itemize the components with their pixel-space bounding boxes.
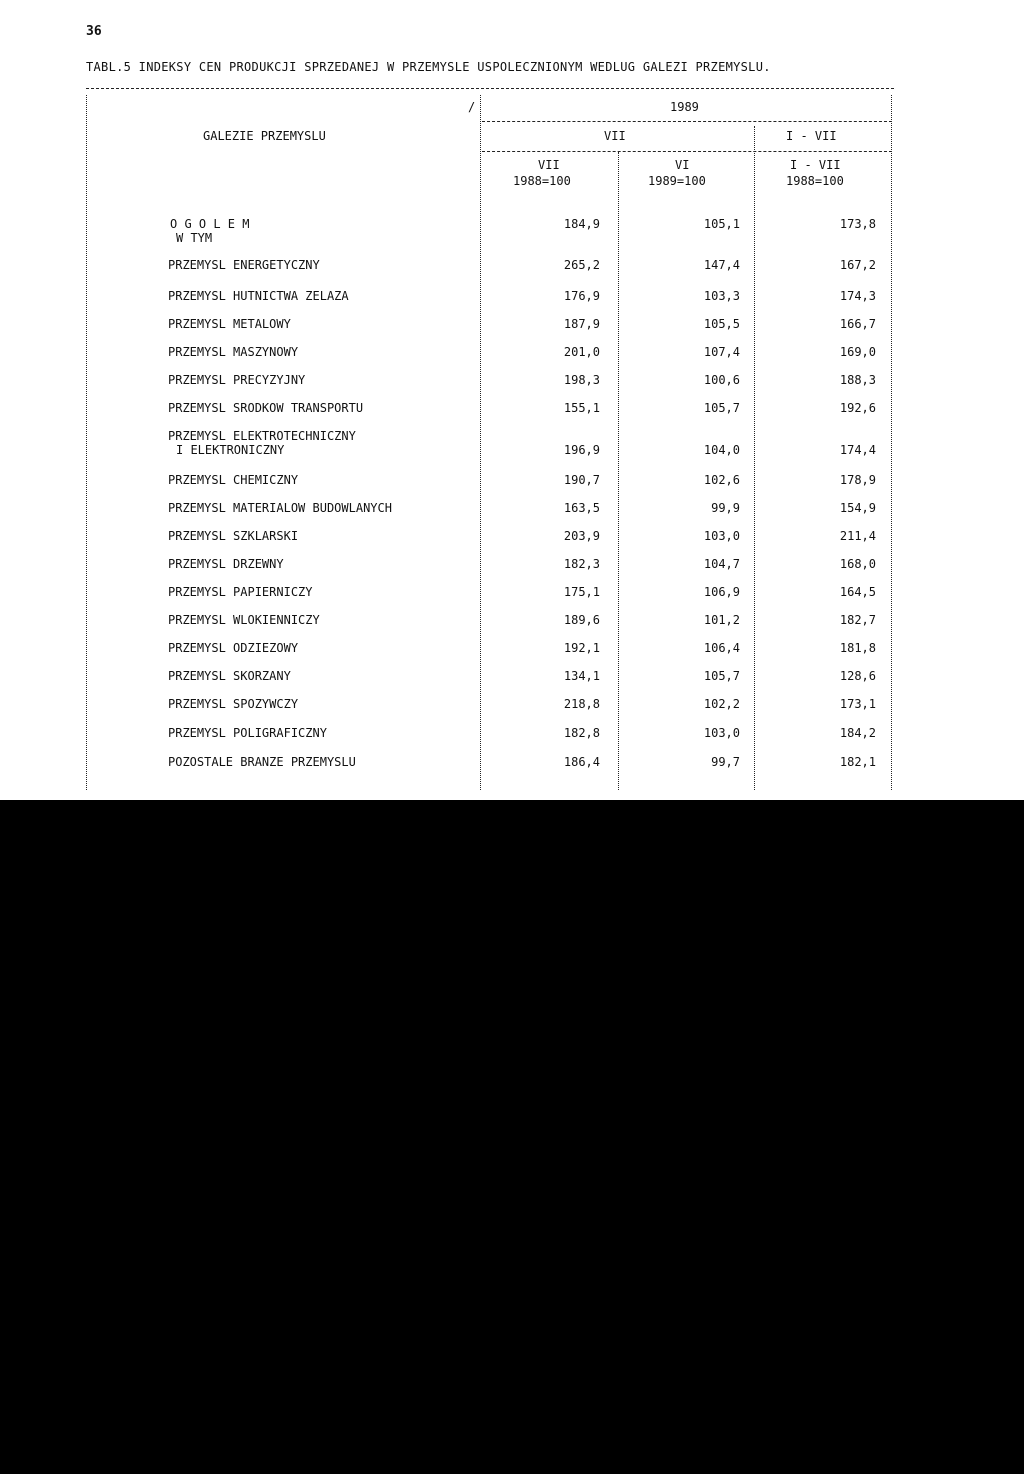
row-label: PRZEMYSL SPOZYWCZY — [168, 697, 299, 711]
header-year: 1989 — [670, 100, 699, 114]
row-label: PRZEMYSL POLIGRAFICZNY — [168, 726, 327, 740]
row-col1: 187,9 — [563, 317, 600, 331]
row-label: PRZEMYSL HUTNICTWA ZELAZA — [168, 289, 349, 303]
row-col3: 164,5 — [839, 585, 876, 599]
row-col2: 99,9 — [711, 501, 740, 515]
header-col1-top: VII — [538, 158, 560, 172]
row-col1: 155,1 — [563, 401, 600, 415]
header-col3-top: I - VII — [790, 158, 841, 172]
row-col3: 182,7 — [839, 613, 876, 627]
column-divider — [480, 95, 481, 790]
row-col1: 186,4 — [563, 755, 600, 769]
column-divider — [754, 126, 755, 790]
header-slash: / — [468, 100, 476, 114]
year-rule — [482, 121, 892, 122]
row-col3: 154,9 — [839, 501, 876, 515]
row-col2: 99,7 — [711, 755, 740, 769]
table-title: TABL.5 INDEKSY CEN PRODUKCJI SPRZEDANEJ W PRZEMYSLE USPOLECZNIONYM WEDLUG GALEZI PRZEMYSLU. — [86, 60, 771, 74]
row-col2: 106,9 — [703, 585, 740, 599]
row-label: PRZEMYSL WLOKIENNICZY — [168, 613, 320, 627]
row-col2: 102,2 — [703, 697, 740, 711]
row-col3: 167,2 — [839, 258, 876, 272]
header-col2-bottom: 1989=100 — [648, 174, 706, 188]
row-col3: 192,6 — [839, 401, 876, 415]
row-label: PRZEMYSL SZKLARSKI — [168, 529, 299, 543]
row-col2: 105,7 — [703, 669, 740, 683]
row-col1: 196,9 — [563, 443, 600, 457]
row-col3: 181,8 — [839, 641, 876, 655]
row-col1: 182,3 — [563, 557, 600, 571]
row-col1: 175,1 — [563, 585, 600, 599]
row-label: PRZEMYSL ELEKTROTECHNICZNY — [168, 429, 356, 443]
column-divider — [618, 152, 619, 790]
row-label: PRZEMYSL PRECYZYJNY — [168, 373, 306, 387]
header-col2-top: VI — [675, 158, 690, 172]
row-col3: 173,1 — [839, 697, 876, 711]
row-label-continued: I ELEKTRONICZNY — [176, 443, 285, 457]
row-col2: 107,4 — [703, 345, 740, 359]
row-col1: 176,9 — [563, 289, 600, 303]
row-col2: 105,5 — [703, 317, 740, 331]
row-col3: 168,0 — [839, 557, 876, 571]
row-col3: 184,2 — [839, 726, 876, 740]
row-label: PRZEMYSL SRODKOW TRANSPORTU — [168, 401, 364, 415]
row-col2: 101,2 — [703, 613, 740, 627]
row-col3: 182,1 — [839, 755, 876, 769]
row-label: PRZEMYSL CHEMICZNY — [168, 473, 299, 487]
row-label: PRZEMYSL SKORZANY — [168, 669, 291, 683]
page-number: 36 — [86, 24, 102, 39]
row-col3: 128,6 — [839, 669, 876, 683]
row-col3: 178,9 — [839, 473, 876, 487]
row-col1: 189,6 — [563, 613, 600, 627]
row-col2: 106,4 — [703, 641, 740, 655]
header-branch-label: GALEZIE PRZEMYSLU — [203, 129, 326, 143]
row-col1: 134,1 — [563, 669, 600, 683]
row-col3: 174,3 — [839, 289, 876, 303]
row-col3: 174,4 — [839, 443, 876, 457]
total-col3: 173,8 — [839, 217, 876, 231]
header-group-i-vii: I - VII — [786, 129, 837, 143]
row-col3: 211,4 — [839, 529, 876, 543]
header-col1-bottom: 1988=100 — [513, 174, 571, 188]
row-col2: 102,6 — [703, 473, 740, 487]
table-right-border — [891, 95, 892, 790]
row-label: PRZEMYSL MASZYNOWY — [168, 345, 299, 359]
black-scan-margin — [0, 800, 1024, 1474]
row-col1: 203,9 — [563, 529, 600, 543]
total-sublabel: W TYM — [176, 231, 213, 245]
row-label: PRZEMYSL METALOWY — [168, 317, 291, 331]
header-col3-bottom: 1988=100 — [786, 174, 844, 188]
row-label: PRZEMYSL ODZIEZOWY — [168, 641, 299, 655]
top-rule — [86, 88, 894, 89]
row-col2: 104,0 — [703, 443, 740, 457]
total-label: O G O L E M — [170, 217, 250, 231]
total-col1: 184,9 — [563, 217, 600, 231]
header-group-vii: VII — [604, 129, 626, 143]
row-label: PRZEMYSL ENERGETYCZNY — [168, 258, 320, 272]
row-col2: 103,3 — [703, 289, 740, 303]
row-col1: 218,8 — [563, 697, 600, 711]
row-col1: 190,7 — [563, 473, 600, 487]
row-col2: 105,7 — [703, 401, 740, 415]
row-col3: 166,7 — [839, 317, 876, 331]
total-col2: 105,1 — [703, 217, 740, 231]
row-label: POZOSTALE BRANZE PRZEMYSLU — [168, 755, 356, 769]
row-label: PRZEMYSL DRZEWNY — [168, 557, 284, 571]
subheader-rule — [482, 151, 892, 152]
row-label: PRZEMYSL PAPIERNICZY — [168, 585, 313, 599]
row-label: PRZEMYSL MATERIALOW BUDOWLANYCH — [168, 501, 392, 515]
row-col1: 163,5 — [563, 501, 600, 515]
row-col2: 104,7 — [703, 557, 740, 571]
row-col1: 265,2 — [563, 258, 600, 272]
row-col2: 103,0 — [703, 726, 740, 740]
row-col1: 182,8 — [563, 726, 600, 740]
row-col3: 188,3 — [839, 373, 876, 387]
row-col2: 103,0 — [703, 529, 740, 543]
row-col2: 147,4 — [703, 258, 740, 272]
row-col2: 100,6 — [703, 373, 740, 387]
row-col1: 201,0 — [563, 345, 600, 359]
table-left-border — [86, 95, 87, 790]
row-col1: 192,1 — [563, 641, 600, 655]
row-col3: 169,0 — [839, 345, 876, 359]
row-col1: 198,3 — [563, 373, 600, 387]
